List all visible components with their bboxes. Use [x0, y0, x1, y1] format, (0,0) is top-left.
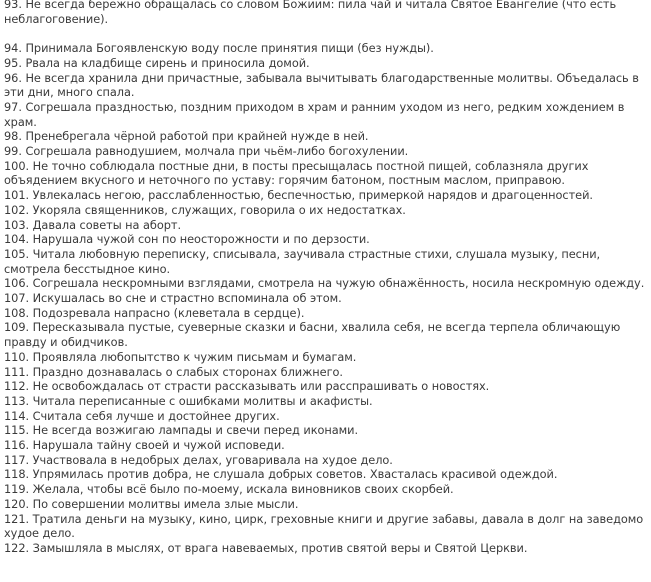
list-item-94: 94. Принимала Богоявленскую воду после принятия пищи (без нужды). [4, 41, 434, 56]
list-item-96: 96. Не всегда хранила дни причастные, забывала вычитывать благодарственные молитвы. Объедалась в эти дни, много спала. [4, 70, 639, 100]
list-item-116: 116. Нарушала тайну своей и чужой исповеди. [4, 438, 285, 453]
list-item-95: 95. Рвала на кладбище сирень и приносила домой. [4, 55, 310, 70]
list-item-111: 111. Праздно дознавалась о слабых сторонах ближнего. [4, 364, 343, 379]
list-item-93: 93. Не всегда бережно обращалась со словом Божиим: пила чай и читала Святое Евангелие (что есть неблагоговение). [4, 0, 617, 26]
list-item-107: 107. Искушалась во сне и страстно вспоминала об этом. [4, 291, 342, 306]
list-item-108: 108. Подозревала напрасно (клеветала в сердце). [4, 305, 305, 320]
list-item-115: 115. Не всегда возжигаю лампады и свечи перед иконами. [4, 423, 359, 438]
confession-list [4, 0, 647, 556]
list-item-113: 113. Читала переписанные с ошибками молитвы и акафисты. [4, 393, 373, 408]
list-item-109: 109. Пересказывала пустые, суеверные сказки и басни, хвалила себя, не всегда терпела обличающую правду и обидчиков. [4, 320, 621, 350]
list-item-118: 118. Упрямилась против добра, не слушала добрых советов. Хвасталась красивой одеждой. [4, 467, 558, 482]
list-item-100: 100. Не точно соблюдала постные дни, в посты пресыщалась постной пищей, соблазняла других объядением вкусного и неточного по уставу: горячим батоном, постным маслом, приправою. [4, 158, 589, 188]
list-item-110: 110. Проявляла любопытство к чужим письмам и бумагам. [4, 349, 357, 364]
list-item-120: 120. По совершении молитвы имела злые мысли. [4, 496, 299, 511]
list-item-119: 119. Желала, чтобы всё было по-моему, искала виновников своих скорбей. [4, 482, 454, 497]
list-item-101: 101. Увлекалась негою, расслабленностью, беспечностью, примеркой нарядов и драгоценностей. [4, 188, 593, 203]
list-item-117: 117. Участвовала в недобрых делах, уговаривала на худое дело. [4, 452, 393, 467]
list-item-114: 114. Считала себя лучше и достойнее других. [4, 408, 280, 423]
list-item-112: 112. Не освобождалась от страсти рассказывать или расспрашивать о новостях. [4, 379, 490, 394]
list-item-102: 102. Укоряла священников, служащих, говорила о их недостатках. [4, 202, 406, 217]
paragraph-gap [4, 26, 647, 41]
list-item-121: 121. Тратила деньги на музыку, кино, цирк, греховные книги и другие забавы, давала в долг на заведомо худое дело. [4, 511, 644, 541]
list-item-104: 104. Нарушала чужой сон по неосторожности и по дерзости. [4, 232, 370, 247]
list-item-97: 97. Согрешала праздностью, поздним приходом в храм и ранним уходом из него, редким хождением в храм. [4, 99, 625, 129]
list-item-106: 106. Согрешала нескромными взглядами, смотрела на чужую обнажённость, носила нескромную одежду. [4, 276, 645, 291]
list-item-105: 105. Читала любовную переписку, списывала, заучивала страстные стихи, слушала музыку, песни, смотрела бесстыдное кино. [4, 246, 601, 276]
list-item-122: 122. Замышляла в мыслях, от врага навеваемых, против святой веры и Святой Церкви. [4, 541, 528, 555]
list-item-99: 99. Согрешала равнодушием, молчала при чьём-либо богохулении. [4, 144, 409, 159]
list-item-103: 103. Давала советы на аборт. [4, 217, 182, 232]
list-item-98: 98. Пренебрегала чёрной работой при крайней нужде в ней. [4, 129, 369, 144]
